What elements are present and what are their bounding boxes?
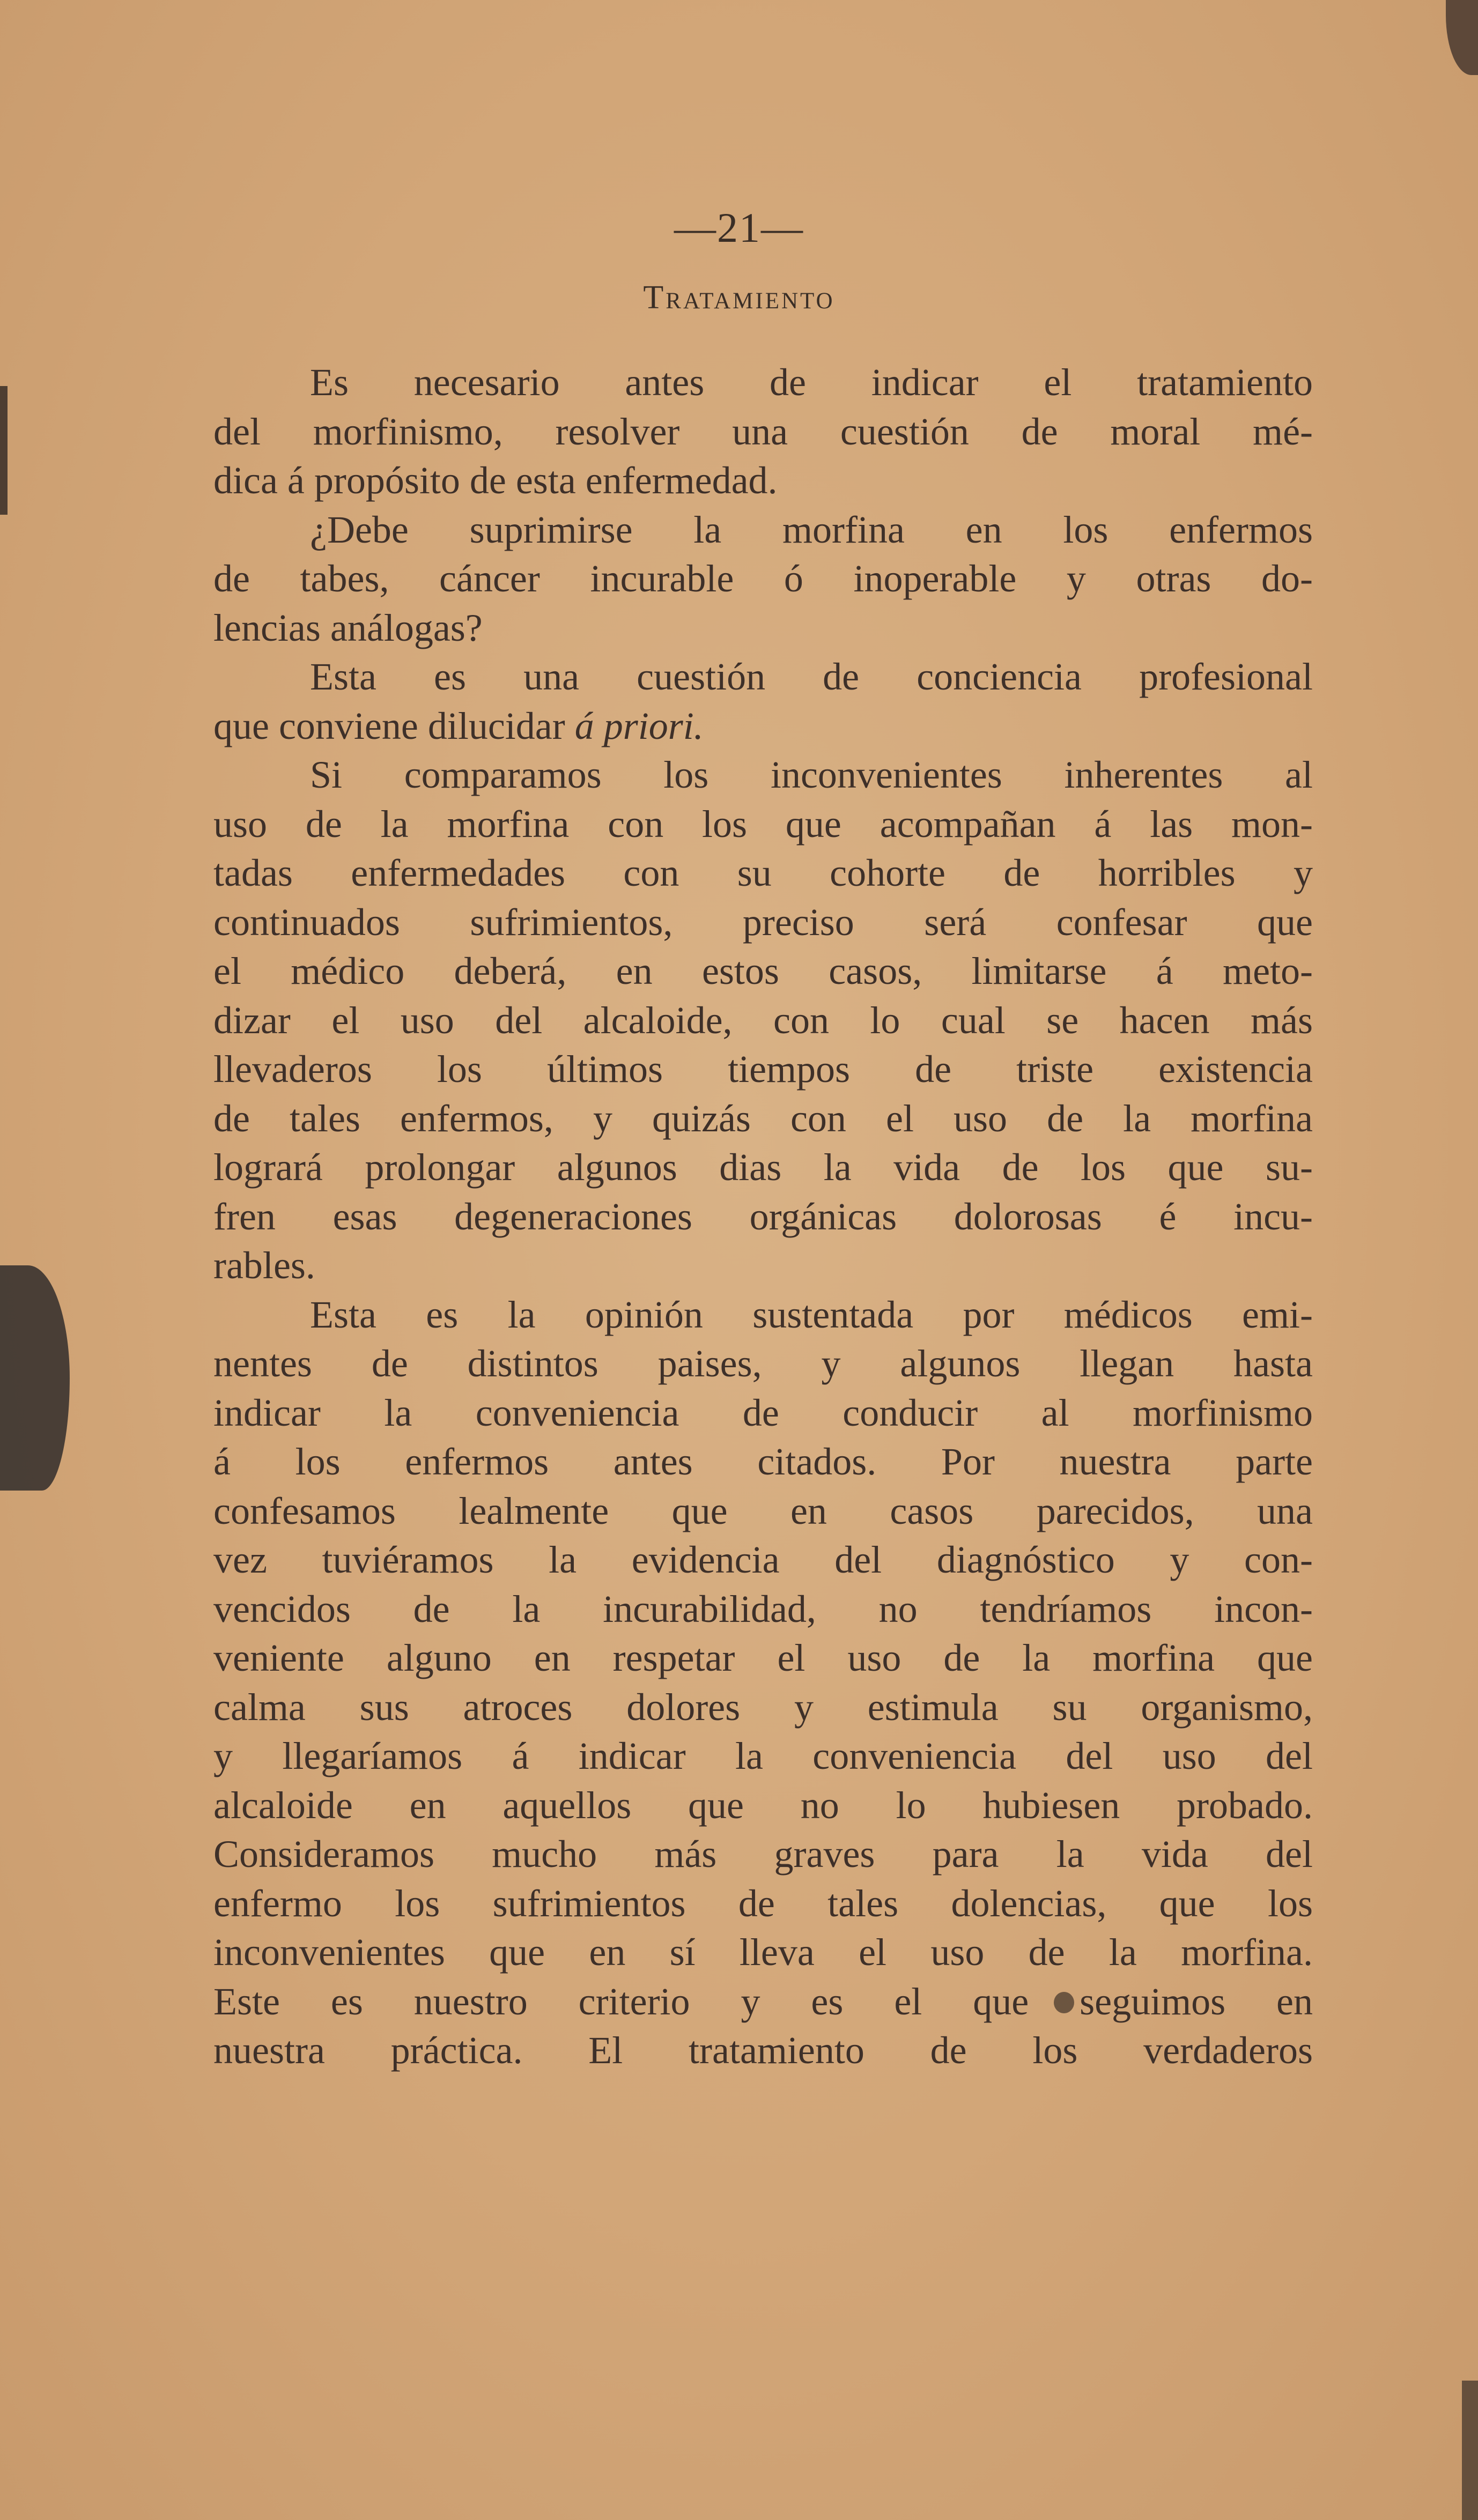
left-edge-damage bbox=[0, 1265, 70, 1491]
text-line bbox=[213, 1045, 1313, 1094]
text-line bbox=[213, 1536, 1313, 1585]
text-line-content: Consideramos mucho más graves para la vida del bbox=[213, 1833, 1313, 1876]
text-line bbox=[213, 2026, 1313, 2076]
text-line-content: Esta es la opinión sustentada por médicos emi- bbox=[310, 1293, 1313, 1336]
text-line-content: logrará prolongar algunos dias la vida de los que su- bbox=[213, 1146, 1313, 1189]
text-line-content: que conviene dilucidar bbox=[213, 704, 575, 747]
text-line bbox=[213, 1389, 1313, 1438]
text-line bbox=[213, 898, 1313, 947]
text-line bbox=[213, 1585, 1313, 1634]
text-line bbox=[213, 1928, 1313, 1977]
text-line-content: rables. bbox=[213, 1244, 315, 1287]
text-line bbox=[213, 407, 1313, 457]
text-line-content: Es necesario antes de indicar el tratamiento bbox=[310, 361, 1313, 404]
text-line bbox=[213, 800, 1313, 849]
text-line bbox=[213, 604, 1313, 653]
text-line bbox=[213, 1781, 1313, 1830]
text-line bbox=[213, 996, 1313, 1046]
text-line bbox=[213, 1634, 1313, 1683]
text-line-content: confesamos lealmente que en casos parecidos, una bbox=[213, 1489, 1313, 1532]
text-line bbox=[213, 947, 1313, 996]
text-line bbox=[213, 1879, 1313, 1929]
text-line bbox=[213, 1291, 1313, 1340]
text-line-content: veniente alguno en respetar el uso de la morfina que bbox=[213, 1636, 1313, 1679]
text-line-content: Si comparamos los inconvenientes inherentes al bbox=[310, 753, 1313, 796]
text-line-content: dica á propósito de esta enfermedad. bbox=[213, 459, 778, 502]
section-title: Tratamiento bbox=[643, 279, 835, 316]
text-line-content: uso de la morfina con los que acompañan á las mon- bbox=[213, 802, 1313, 846]
text-line bbox=[213, 1143, 1313, 1192]
text-line-content: continuados sufrimientos, preciso será confesar que bbox=[213, 900, 1313, 944]
text-line bbox=[213, 1830, 1313, 1879]
text-line-content: vez tuviéramos la evidencia del diagnóstico y con- bbox=[213, 1538, 1313, 1581]
text-line-content: fren esas degeneraciones orgánicas dolorosas é incu- bbox=[213, 1195, 1313, 1238]
text-line-content: nentes de distintos paises, y algunos llegan hasta bbox=[213, 1342, 1313, 1385]
text-line-content: vencidos de la incurabilidad, no tendríamos incon- bbox=[213, 1587, 1313, 1630]
body-text bbox=[213, 358, 1313, 2076]
text-line-content: á los enfermos antes citados. Por nuestra parte bbox=[213, 1440, 1313, 1483]
text-line bbox=[213, 653, 1313, 702]
text-line bbox=[213, 1192, 1313, 1242]
text-line-content: el médico deberá, en estos casos, limitarse á meto- bbox=[213, 950, 1313, 992]
text-line-content: calma sus atroces dolores y estimula su organismo, bbox=[213, 1685, 1313, 1729]
text-line-content: y llegaríamos á indicar la conveniencia del uso del bbox=[213, 1735, 1313, 1777]
text-line-content: llevaderos los últimos tiempos de triste existencia bbox=[213, 1048, 1313, 1091]
text-line bbox=[213, 1241, 1313, 1291]
text-line-content: de tabes, cáncer incurable ó inoperable y otras do- bbox=[213, 557, 1313, 600]
text-line-content: alcaloide en aquellos que no lo hubiesen probado. bbox=[213, 1783, 1313, 1827]
text-line-content: lencias análogas? bbox=[213, 606, 483, 649]
text-line bbox=[213, 702, 1313, 751]
page-edge-stain bbox=[0, 386, 8, 515]
page-number: —21— bbox=[674, 204, 804, 251]
text-line bbox=[213, 849, 1313, 898]
text-line bbox=[213, 1683, 1313, 1732]
text-line bbox=[213, 1094, 1313, 1144]
top-right-corner-stain bbox=[1446, 0, 1478, 75]
text-line-content: tadas enfermedades con su cohorte de horribles y bbox=[213, 851, 1313, 894]
italic-phrase: á priori. bbox=[574, 704, 704, 747]
text-line-content: nuestra práctica. El tratamiento de los verdaderos bbox=[213, 2029, 1313, 2072]
text-line-content: de tales enfermos, y quizás con el uso de la morfina bbox=[213, 1096, 1313, 1140]
text-line-content: indicar la conveniencia de conducir al morfinismo bbox=[213, 1391, 1313, 1434]
text-line bbox=[213, 1732, 1313, 1781]
text-line-content: Este es nuestro criterio y es el que seguimos en bbox=[213, 1980, 1313, 2023]
text-line bbox=[213, 1437, 1313, 1487]
text-line bbox=[213, 506, 1313, 555]
bottom-right-edge-stain bbox=[1462, 2381, 1478, 2520]
text-line bbox=[213, 1487, 1313, 1536]
text-line-content: del morfinismo, resolver una cuestión de moral mé- bbox=[213, 410, 1313, 453]
text-line bbox=[213, 1339, 1313, 1389]
text-line bbox=[213, 358, 1313, 407]
text-line-content: inconvenientes que en sí lleva el uso de la morfina. bbox=[213, 1931, 1313, 1974]
text-line-content: ¿Debe suprimirse la morfina en los enfermos bbox=[310, 508, 1313, 551]
text-line-content: enfermo los sufrimientos de tales dolencias, que los bbox=[213, 1881, 1313, 1925]
text-line bbox=[213, 751, 1313, 800]
text-line bbox=[213, 554, 1313, 604]
text-line-content: dizar el uso del alcaloide, con lo cual se hacen más bbox=[213, 998, 1313, 1042]
text-line bbox=[213, 456, 1313, 506]
text-line-content: Esta es una cuestión de conciencia profesional bbox=[310, 655, 1313, 698]
text-line bbox=[213, 1977, 1313, 2027]
